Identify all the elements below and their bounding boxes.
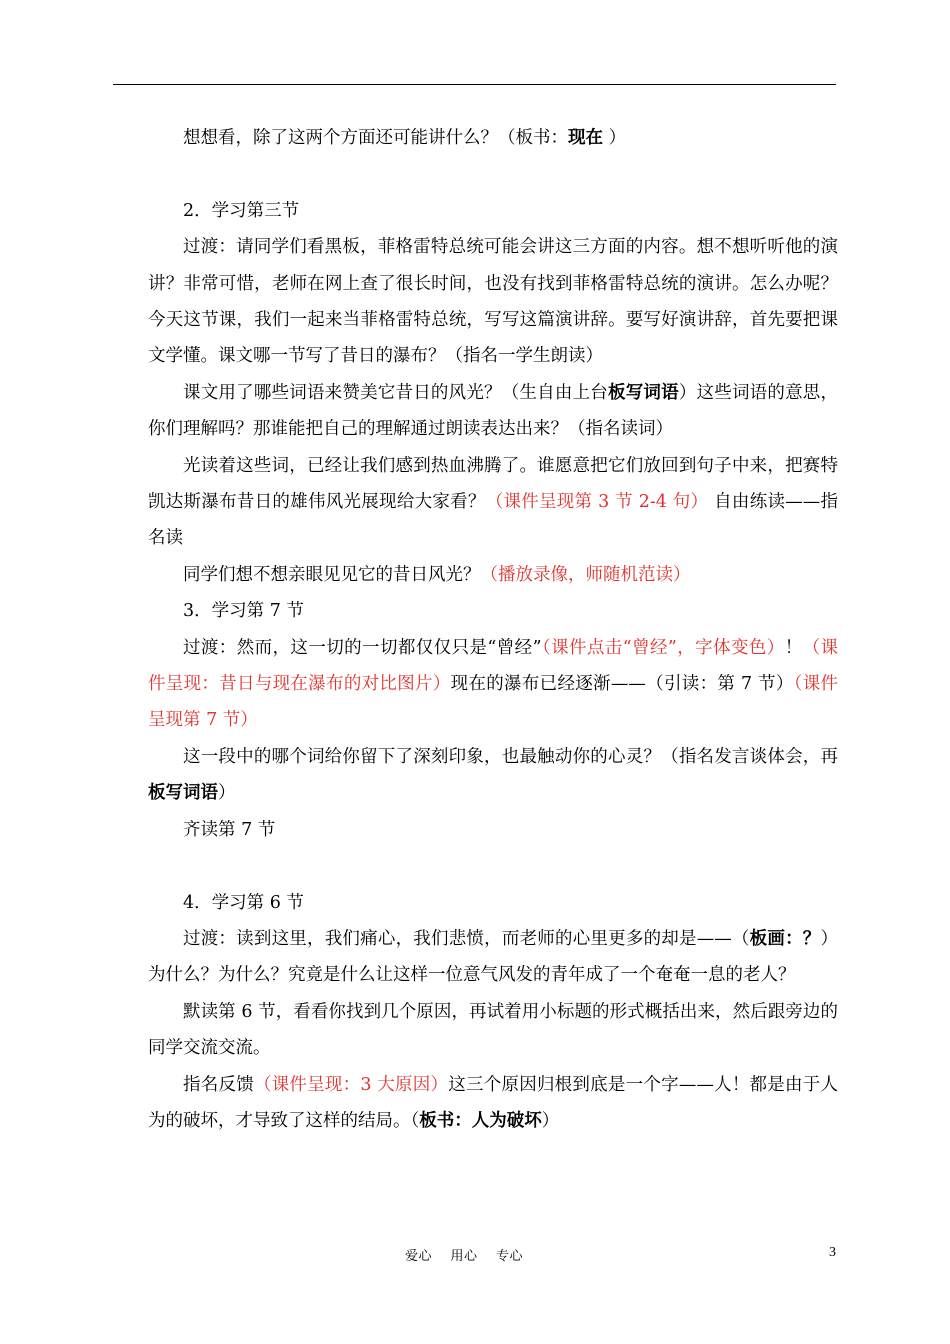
paragraph [148,812,838,848]
courseware-note-red: （播放录像，师随机范读） [480,564,691,585]
text-run: 这三个原因归根到底是一个字——人！都是由于人为的破坏，才导致了这样的结局。（ [148,1074,839,1131]
paragraph [148,557,838,593]
courseware-note-red: （课件呈现第 3 节 2-4 句） [485,492,709,513]
text-run: 现在的瀑布已经逐渐——（引读：第 7 节） [450,674,794,695]
paragraph [148,193,838,229]
paragraph [148,1067,838,1140]
paragraph [148,739,838,812]
paragraph [148,120,838,156]
text-run: 指名反馈 [183,1074,254,1095]
paragraph [148,630,838,739]
board-note-bold: 板写词语 [148,783,218,804]
paragraph [148,994,838,1067]
text-run: 2．学习第三节 [183,200,300,221]
board-note-bold: 板画：？ [749,928,821,949]
text-run: ）这些词语的意思，你们理解吗？那谁能把自己的理解通过朗读表达出来？（指名读词） [148,382,839,440]
text-run: 想想看，除了这两个方面还可能讲什么？（板书： [183,128,568,148]
board-note-bold: 板写词语 [608,382,679,403]
text-run: 默读第 6 节，看看你找到几个原因，再试着用小标题的形式概括出来，然后跟旁边的同学交流交流。 [148,1001,838,1059]
board-note-bold: 板书：人为破坏 [419,1110,542,1131]
text-run: ） [541,1110,560,1131]
board-note-bold: 现在 [568,128,603,148]
courseware-note-red: （课件呈现：昔日与现在瀑布的对比图片） [148,637,838,695]
paragraph-spacer [148,156,838,192]
text-run: ！ [784,637,803,658]
text-run: ）为什么？为什么？究竟是什么让这样一位意气风发的青年成了一个奄奄一息的老人？ [148,928,838,986]
text-run: 齐读第 7 节 [183,819,276,840]
document-body [148,120,838,1139]
courseware-note-red: （课件呈现第 7 节） [148,674,839,731]
text-run: 光读着这些词，已经让我们感到热血沸腾了。谁愿意把它们放回到句子中来，把赛特凯达斯瀑布昔日的雄伟风光展现给大家看？ [148,455,838,513]
text-run: 课文用了哪些词语来赞美它昔日的风光？（生自由上台 [183,382,608,403]
courseware-note-red: （课件呈现：3 大原因） [253,1074,449,1095]
page-number: 3 [829,1245,836,1260]
paragraph [148,885,838,921]
text-run: 过渡：请同学们看黑板，菲格雷特总统可能会讲这三方面的内容。想不想听听他的演讲？非常可惜，老师在网上查了很长时间，也没有找到菲格雷特总统的演讲。怎么办呢？今天这节课，我们一起来当菲格雷特总统，写写这篇演讲辞。要写好演讲辞，首先要把课文学懂。课文哪一节写了昔日的瀑布？（指名一学生朗读） [148,237,838,367]
text-run: 这一段中的哪个词给你留下了深刻印象，也最触动你的心灵？（指名发言谈体会，再 [183,746,838,767]
header-rule [113,84,836,85]
text-run: 自由练读——指名读 [148,492,839,549]
text-run: ） [218,783,236,804]
text-run: 过渡：然而，这一切的一切都仅仅只是“曾经” [183,637,542,658]
text-run: 同学们想不想亲眼见见它的昔日风光？ [183,564,481,585]
paragraph [148,229,838,375]
paragraph [148,375,838,448]
courseware-note-red: （课件点击“曾经”，字体变色） [541,637,785,658]
text-run: 过渡：读到这里，我们痛心，我们悲愤，而老师的心里更多的却是——（ [183,928,750,949]
footer-text: 爱心 用心 专心 [405,1249,524,1264]
text-run: 4．学习第 6 节 [183,892,304,913]
text-run: ） [603,128,627,148]
paragraph [148,921,838,994]
paragraph-spacer [148,848,838,884]
paragraph [148,448,838,557]
text-run: 3．学习第 7 节 [183,601,304,622]
paragraph [148,593,838,629]
